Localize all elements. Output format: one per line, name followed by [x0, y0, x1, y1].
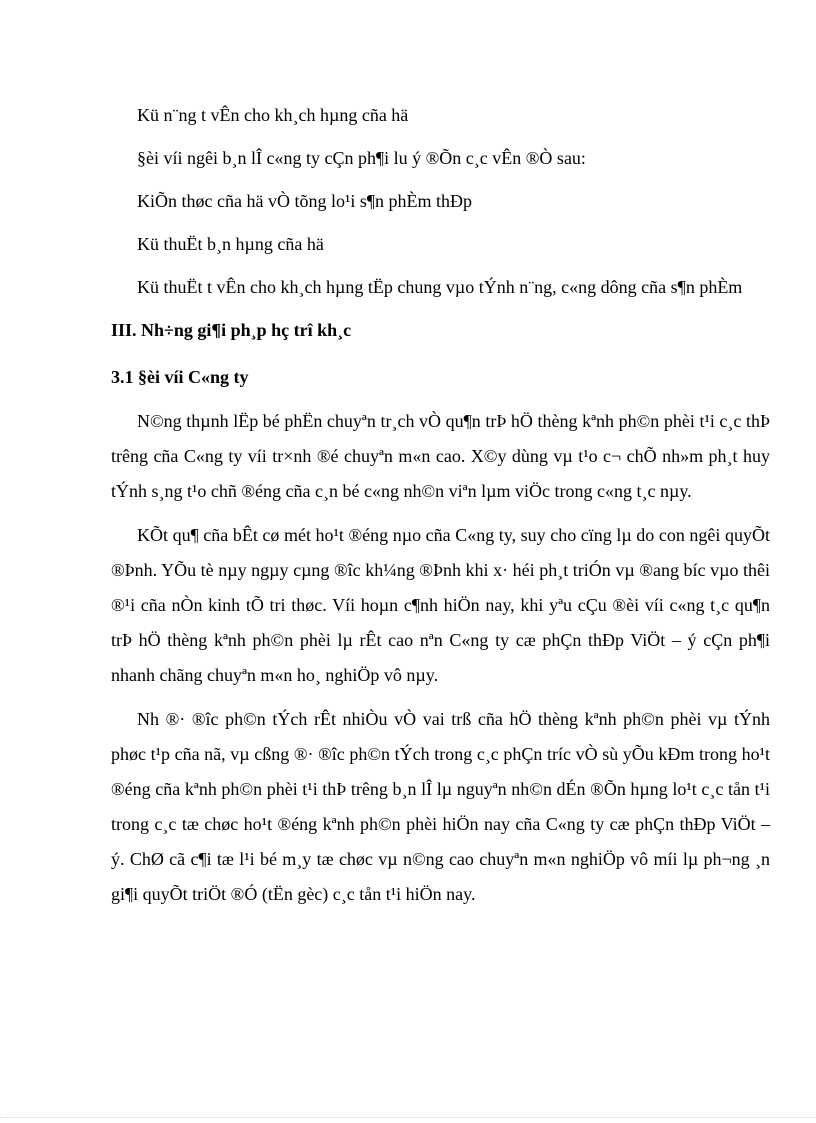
subsection-heading: 3.1 §èi víi C«ng ty	[111, 367, 249, 387]
paragraph: Kü thuËt b¸n hµng cña hä	[137, 234, 324, 254]
section-heading: III. Nh÷ng gi¶i ph¸p hç trî kh¸c	[111, 320, 352, 340]
paragraph: KiÕn thøc cña hä vÒ tõng lo¹i s¶n phÈm thÐp	[137, 191, 473, 211]
paragraph: Kü n¨ng t vÊn cho kh¸ch hµng cña hä	[137, 105, 409, 125]
paragraph: KÕt qu¶ cña bÊt cø mét ho¹t ®éng nµo cña C«ng ty, suy cho cïng lµ do con ngêi quyÕt ®Þnh. YÕu tè nµy ngµy cµng ®îc kh¼ng ®Þnh khi x· héi ph¸t triÓn vµ ®ang bíc vµo thêi ®¹i cña nÒn kinh tÕ tri thøc. Víi hoµn c¶nh hiÖn nay, khi yªu cÇu ®èi víi c«ng t¸c qu¶n trÞ hÖ thèng kªnh ph©n phèi lµ rÊt cao nªn C«ng ty cæ phÇn thÐp ViÖt – ý cÇn ph¶i nhanh chãng chuyªn m«n ho¸ nghiÖp vô nµy.	[111, 525, 770, 685]
paragraph: §èi víi ngêi b¸n lÎ c«ng ty cÇn ph¶i lu ý ®Õn c¸c vÊn ®Ò sau:	[137, 148, 586, 168]
document-body	[111, 98, 770, 921]
paragraph: N©ng thµnh lËp bé phËn chuyªn tr¸ch vÒ qu¶n trÞ hÖ thèng kªnh ph©n phèi t¹i c¸c thÞ trêng cña C«ng ty víi tr×nh ®é chuyªn m«n cao. X©y dùng vµ t¹o c¬ chÕ nh»m ph¸t huy tÝnh s¸ng t¹o chñ ®éng cña c¸n bé c«ng nh©n viªn lµm viÖc trong c«ng t¸c nµy.	[111, 411, 770, 501]
paragraph: Nh ®· ®îc ph©n tÝch rÊt nhiÒu vÒ vai trß cña hÖ thèng kªnh ph©n phèi vµ tÝnh phøc t¹p cña nã, vµ cßng ®· ®îc ph©n tÝch trong c¸c phÇn tríc vÒ sù yÕu kÐm trong ho¹t ®éng cña kªnh ph©n phèi t¹i thÞ trêng b¸n lÎ lµ nguyªn nh©n dÉn ®Õn hµng lo¹t c¸c tån t¹i trong c¸c tæ chøc ho¹t ®éng kªnh ph©n phèi hiÖn nay cña C«ng ty cæ phÇn thÐp ViÖt – ý. ChØ cã c¶i tæ l¹i bé m¸y tæ chøc vµ n©ng cao chuyªn m«n nghiÖp vô míi lµ ph¬ng ¸n gi¶i quyÕt triÖt ®Ó (tËn gèc) c¸c tån t¹i hiÖn nay.	[111, 709, 770, 904]
paragraph: Kü thuËt t vÊn cho kh¸ch hµng tËp chung vµo tÝnh n¨ng, c«ng dông cña s¶n phÈm	[137, 277, 743, 297]
page-bottom-divider	[0, 1117, 816, 1118]
